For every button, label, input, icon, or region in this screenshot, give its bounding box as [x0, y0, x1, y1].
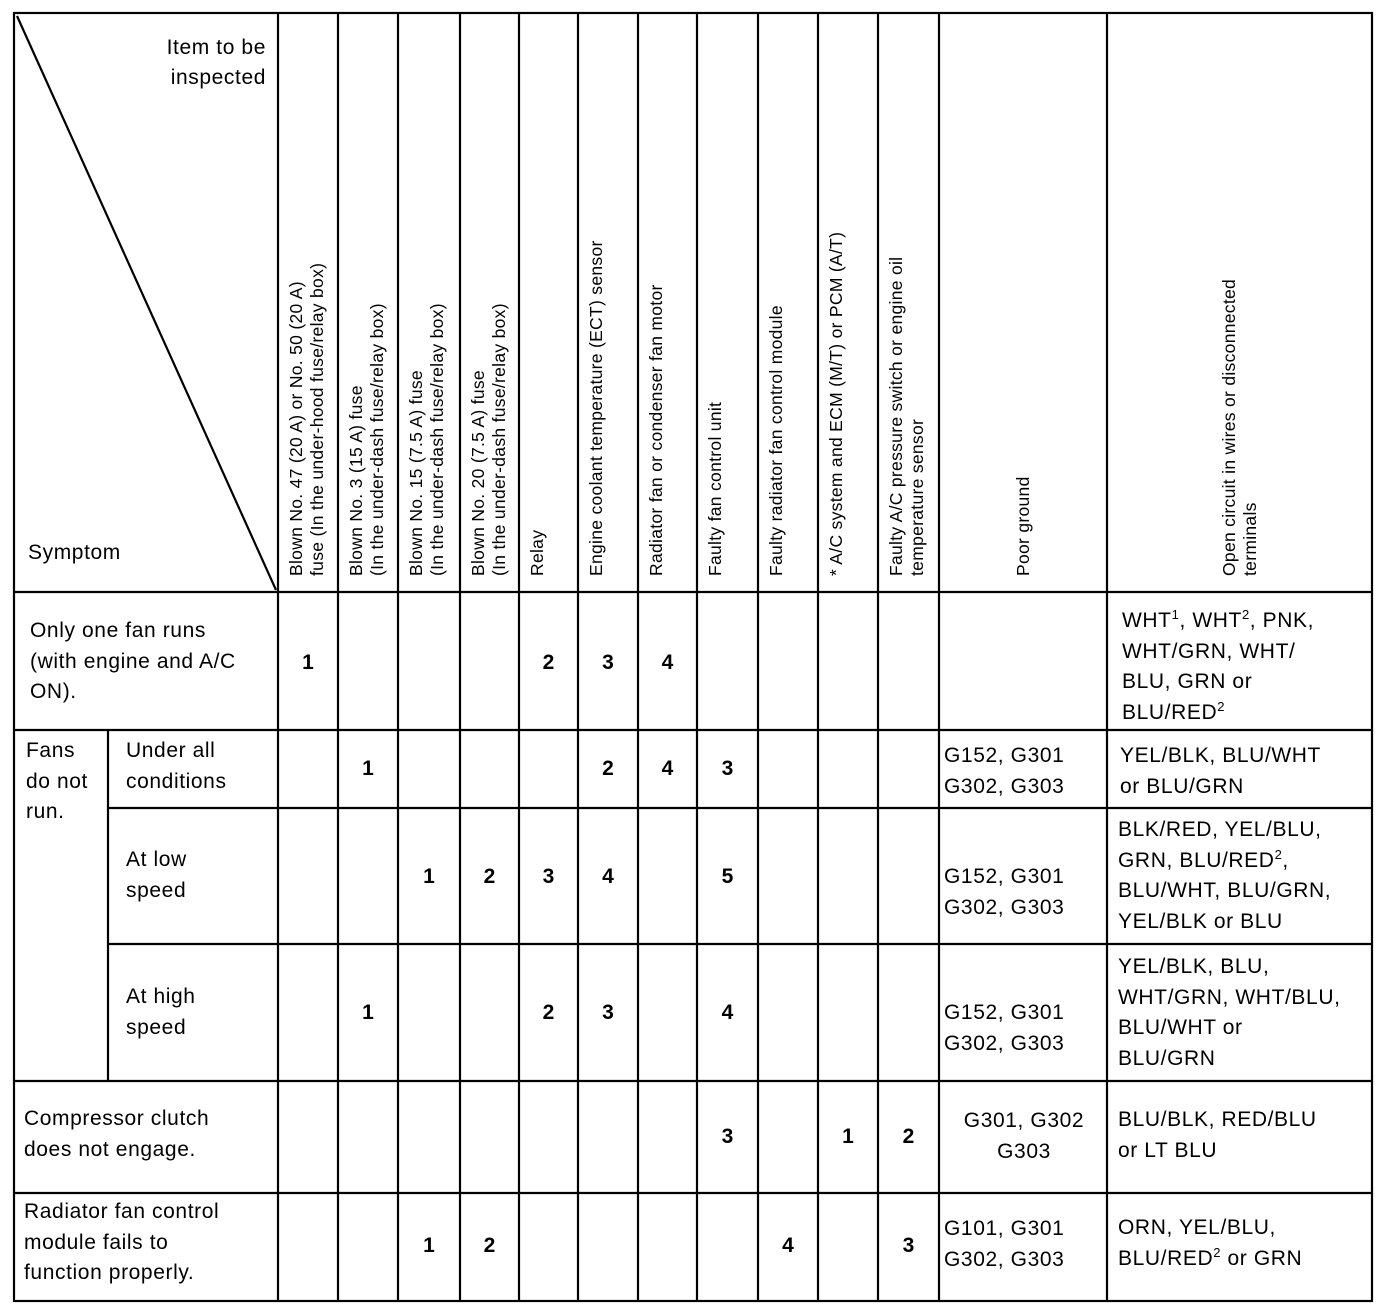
column-header-line: Blown No. 3 (15 A) fuse: [346, 385, 366, 576]
wires-high-speed: YEL/BLK, BLU, WHT/GRN, WHT/BLU, BLU/WHT or BLU/GRN: [1118, 955, 1341, 1070]
column-header-c8: [705, 402, 726, 576]
column-header-c12: [1013, 476, 1034, 576]
ground-low-speed: G152, G301 G302, G303: [944, 865, 1065, 919]
ground-high-speed: G152, G301 G302, G303: [944, 1001, 1065, 1055]
column-header-c10: [826, 232, 847, 576]
column-header-c2: [346, 303, 388, 576]
column-header-c3: [406, 303, 448, 576]
symptom-label: Symptom: [28, 541, 121, 564]
priority-c5-row0: 2: [542, 651, 555, 674]
column-header-line: Faulty radiator fan control module: [766, 305, 786, 576]
priority-c8-row2: 5: [721, 865, 734, 888]
priority-c8-row4: 3: [721, 1125, 734, 1148]
column-header-c9: [766, 305, 787, 576]
priority-c6-row0: 3: [602, 651, 614, 674]
priority-c11-row5: 3: [902, 1234, 915, 1257]
column-header-line: Faulty A/C pressure switch or engine oil: [886, 256, 906, 576]
column-header-c7: [646, 284, 667, 576]
wires-low-speed: BLK/RED, YEL/BLU, GRN, BLU/RED$^2$, BLU/WHT, BLU/GRN, YEL/BLK or BLU: [1118, 818, 1332, 933]
column-header-c11: [886, 257, 928, 576]
priority-c9-row5: 4: [782, 1234, 794, 1257]
symptom-at-high-speed: At high speed: [126, 985, 196, 1039]
column-header-line: terminals: [1239, 502, 1260, 576]
priority-c1-row0: 1: [302, 651, 314, 674]
wires-radiator-module: ORN, YEL/BLU, BLU/RED$^2$ or GRN: [1118, 1216, 1303, 1270]
column-header-line: Blown No. 15 (7.5 A) fuse: [406, 370, 426, 576]
column-header-line: (In the under-dash fuse/relay box): [427, 303, 447, 576]
priority-c5-row3: 2: [542, 1001, 555, 1024]
column-header-c4: [468, 303, 510, 576]
priority-c3-row5: 1: [423, 1234, 435, 1257]
item-to-be-inspected-label: Item to be inspected: [166, 36, 266, 89]
priority-c7-row0: 4: [661, 651, 674, 674]
wires-compressor: BLU/BLK, RED/BLU or LT BLU: [1118, 1108, 1317, 1162]
priority-c3-row2: 1: [423, 865, 435, 888]
priority-c7-row1: 4: [661, 757, 674, 780]
priority-c6-row3: 3: [602, 1001, 614, 1024]
column-header-line: temperature sensor: [907, 418, 927, 576]
column-header-line: Radiator fan or condenser fan motor: [646, 284, 666, 576]
priority-c10-row4: 1: [842, 1125, 854, 1148]
column-header-line: fuse (In the under-hood fuse/relay box): [307, 262, 327, 576]
symptom-compressor-clutch: Compressor clutch does not engage.: [24, 1107, 210, 1161]
priority-c5-row2: 3: [542, 865, 555, 888]
wires-only-one-fan: WHT$^1$, WHT$^2$, PNK, WHT/GRN, WHT/ BLU, GRN or BLU/RED$^2$: [1122, 607, 1315, 724]
priority-c11-row4: 2: [902, 1125, 915, 1148]
priority-c2-row1: 1: [362, 757, 374, 780]
priority-c2-row3: 1: [362, 1001, 374, 1024]
symptom-radiator-fan-module: Radiator fan control module fails to function properly.: [24, 1200, 220, 1284]
column-header-line: (In the under-dash fuse/relay box): [489, 303, 509, 576]
symptom-only-one-fan: Only one fan runs (with engine and A/C ON).: [30, 619, 236, 703]
column-header-line: Engine coolant temperature (ECT) sensor: [586, 240, 606, 576]
priority-c6-row1: 2: [602, 757, 614, 780]
column-header-line: Blown No. 20 (7.5 A) fuse: [468, 370, 488, 576]
priority-c6-row2: 4: [602, 865, 614, 888]
column-header-line: Poor ground: [1012, 476, 1033, 576]
priority-c8-row3: 4: [721, 1001, 734, 1024]
column-header-c13: [1219, 279, 1261, 576]
priority-c4-row5: 2: [483, 1234, 496, 1257]
symptom-group-fans-do-not-run: Fans do not run.: [26, 739, 88, 823]
column-header-line: * A/C system and ECM (M/T) or PCM (A/T): [826, 231, 846, 576]
symptom-at-low-speed: At low speed: [126, 848, 187, 902]
priority-c4-row2: 2: [483, 865, 496, 888]
wires-under-all: YEL/BLK, BLU/WHT or BLU/GRN: [1120, 744, 1321, 798]
ground-under-all: G152, G301 G302, G303: [944, 744, 1065, 798]
column-header-line: Open circuit in wires or disconnected: [1218, 278, 1239, 576]
column-header-c5: [527, 530, 548, 576]
column-header-line: Blown No. 47 (20 A) or No. 50 (20 A): [286, 281, 306, 576]
symptom-under-all-conditions: Under all conditions: [126, 739, 227, 793]
priority-c8-row1: 3: [721, 757, 734, 780]
column-header-c1: [286, 263, 328, 576]
column-header-line: Relay: [527, 529, 547, 576]
column-header-line: (In the under-dash fuse/relay box): [367, 303, 387, 576]
ground-radiator-module: G101, G301 G302, G303: [944, 1217, 1065, 1271]
column-header-c6: [586, 240, 607, 576]
column-header-line: Faulty fan control unit: [705, 401, 725, 576]
ground-compressor: G301, G302 G303: [963, 1109, 1085, 1163]
